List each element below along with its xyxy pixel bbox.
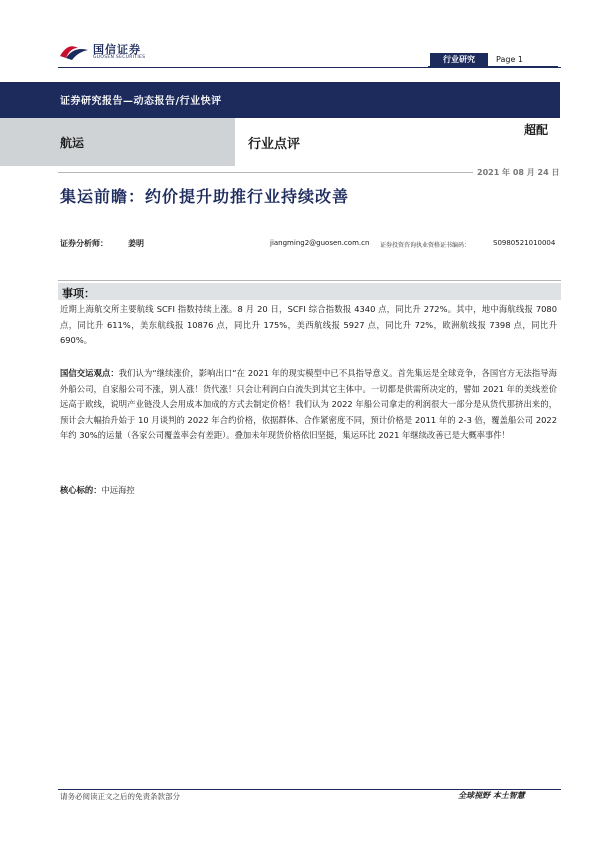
- events-paragraph: 近期上海航交所主要航线 SCFI 指数持续上涨。8 月 20 日，SCFI 综合指数报 4340 点，同比升 272%。其中，地中海航线报 7080 点，同比升 611%，美东航线报 10876 点，同比升 175%，美西航线报 5927 点，同比升 72%，欧洲航线报 7398 点，同比升 690%。: [60, 304, 557, 345]
- guosen-logo-icon: [58, 40, 90, 62]
- report-subtype: 行业点评: [248, 137, 301, 152]
- report-category-tag: 行业研究: [430, 53, 488, 66]
- target-paragraph: [60, 483, 557, 499]
- logo-name-cn: 国信证券: [93, 43, 141, 56]
- events-heading: 事项：: [62, 287, 95, 300]
- analyst-cert-number: S0980521010004: [493, 239, 556, 247]
- sector-label: 航运: [60, 136, 85, 150]
- report-date: 2021 年 08 月 24 日: [473, 167, 563, 178]
- investment-rating: 超配: [524, 123, 549, 137]
- sector-panel: [0, 118, 235, 166]
- page-number: Page 1: [496, 55, 523, 64]
- view-paragraph: [60, 366, 557, 444]
- target-text: 中远海控: [101, 485, 135, 495]
- section-divider: [58, 280, 561, 281]
- report-type-text: 证券研究报告—动态报告/行业快评: [60, 96, 222, 107]
- events-header-bar: [58, 283, 561, 300]
- report-title: 集运前瞻：约价提升助推行业持续改善: [60, 187, 350, 206]
- analyst-cert-label: 证券投资咨询执业资格证书编码：: [380, 242, 471, 249]
- footer-slogan: 全球视野 本土智慧: [458, 791, 525, 800]
- target-label: 核心标的：: [60, 485, 102, 495]
- analyst-name: 姜明: [128, 239, 144, 248]
- view-label: 国信交运观点：: [60, 368, 119, 378]
- logo-name-en: GUOSEN SECURITIES: [93, 55, 146, 60]
- analyst-label: 证券分析师：: [60, 239, 108, 248]
- view-text: 我们认为“继续涨价，影响出口“在 2021 年的现实模型中已不具指导意义。首先集运是全球竞争，各国官方无法指导海外船公司，自家船公司不涨，别人涨！货代涨！只会让利润白白流失到其它主体中。一切都是供需所决定的，譬如 2021 年的美线差价远高于欧线，说明产业链没人会用成本加成的方式去制定价格！我们认为 2022 年船公司拿走的利润很大一部分是从货代那挤出来的，预计会大幅抬升始于 10 月谈判的 2022 年合约价格，依据群体、合作紧密度不同，预计价格是 2011 年的 2-3 倍，覆盖船公司 2022 年约 30%的运量（各家公司覆盖率会有差距）。叠加未年现货价格依旧坚挺，集运环比 2021 年继续改善已是大概率事件！: [60, 368, 557, 440]
- footer-disclaimer: 请务必阅读正文之后的免责条款部分: [60, 792, 180, 801]
- header-divider: [58, 67, 561, 68]
- analyst-email[interactable]: jiangming2@guosen.com.cn: [270, 239, 370, 247]
